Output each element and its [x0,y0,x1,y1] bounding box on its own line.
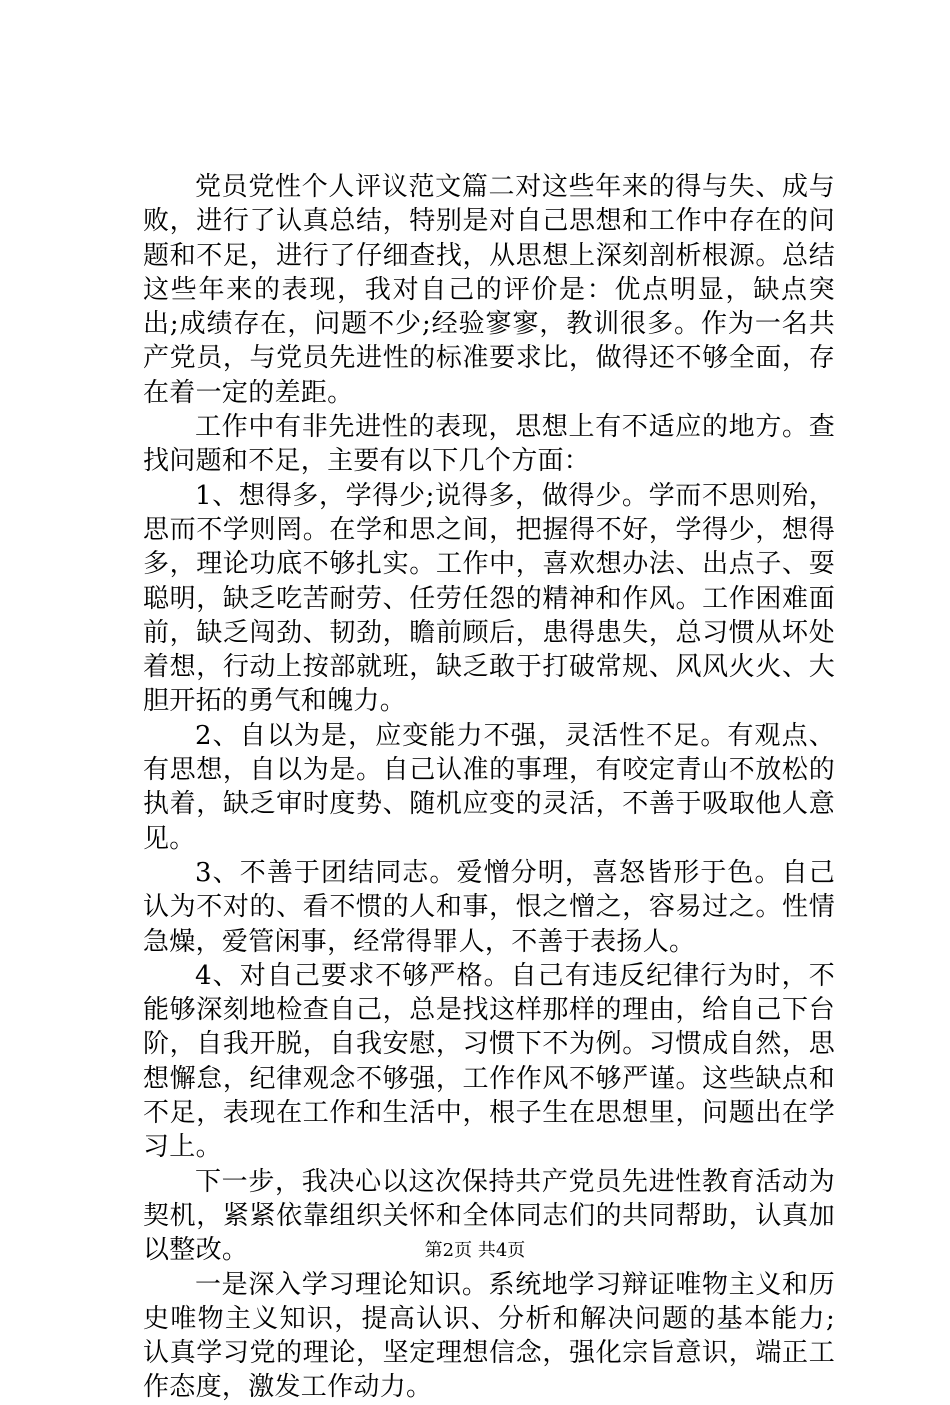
page-number: 第2页 共4页 [424,1240,526,1261]
paragraph-point-2: 2、自以为是，应变能力不强，灵活性不足。有观点、有思想，自以为是。自己认准的事理，有咬定青山不放松的执着，缺乏审时度势、随机应变的灵活，不善于吸取他人意见。 [143,720,835,854]
paragraph-issues-intro: 工作中有非先进性的表现，思想上有不适应的地方。查找问题和不足，主要有以下几个方面： [143,412,835,477]
paragraph-point-4: 4、对自己要求不够严格。自己有违反纪律行为时，不能够深刻地检查自己，总是找这样那样的理由，给自己下台阶，自我开脱，自我安慰，习惯下不为例。习惯成自然，思想懈怠，纪律观念不够强，工作作风不够严谨。这些缺点和不足，表现在工作和生活中，根子生在思想里，问题出在学习上。 [143,960,835,1163]
paragraph-intro: 党员党性个人评议范文篇二对这些年来的得与失、成与败，进行了认真总结，特别是对自己思想和工作中存在的问题和不足，进行了仔细查找，从思想上深刻剖析根源。总结这些年来的表现，我对自己的评价是：优点明显，缺点突出;成绩存在，问题不少;经验寥寥，教训很多。作为一名共产党员，与党员先进性的标准要求比，做得还不够全面，存在着一定的差距。 [143,172,835,408]
paragraph-point-3: 3、不善于团结同志。爱憎分明，喜怒皆形于色。自己认为不对的、看不惯的人和事，恨之憎之，容易过之。性情急燥，爱管闲事，经常得罪人，不善于表扬人。 [143,857,835,957]
document-body [143,170,835,1405]
paragraph-point-1: 1、想得多，学得少;说得多，做得少。学而不思则殆，思而不学则罔。在学和思之间，把握得不好，学得少，想得多，理论功底不够扎实。工作中，喜欢想办法、出点子、耍聪明，缺乏吃苦耐劳、任劳任怨的精神和作风。工作困难面前，缺乏闯劲、韧劲，瞻前顾后，患得患失，总习惯从坏处着想，行动上按部就班，缺乏敢于打破常规、风风火火、大胆开拓的勇气和魄力。 [143,480,835,717]
paragraph-action-1: 一是深入学习理论知识。系统地学习辩证唯物主义和历史唯物主义知识，提高认识、分析和解决问题的基本能力;认真学习党的理论，坚定理想信念，强化宗旨意识，端正工作态度，激发工作动力。 [143,1269,835,1403]
paragraph-next-step: 下一步，我决心以这次保持共产党员先进性教育活动为契机，紧紧依靠组织关怀和全体同志们的共同帮助，认真加以整改。 [143,1166,835,1266]
